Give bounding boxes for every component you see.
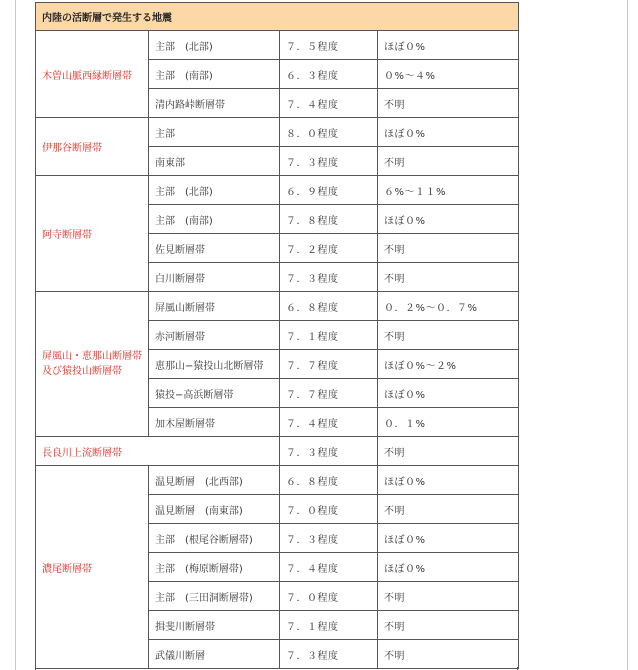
fault-segment: 主部 (南部) bbox=[149, 205, 280, 234]
probability-value: 不明 bbox=[378, 321, 519, 350]
probability-value: 不明 bbox=[378, 611, 519, 640]
magnitude-value: ７．７程度 bbox=[280, 379, 378, 408]
fault-segment: 温見断層 (南東部) bbox=[149, 495, 280, 524]
page-frame-right bbox=[627, 0, 628, 670]
probability-value: ０．１% bbox=[378, 408, 519, 437]
magnitude-value: ７．１程度 bbox=[280, 321, 378, 350]
magnitude-value: ７．４程度 bbox=[280, 553, 378, 582]
probability-value: 不明 bbox=[378, 234, 519, 263]
probability-value: ほぼ０% bbox=[378, 524, 519, 553]
probability-value: 不明 bbox=[378, 263, 519, 292]
magnitude-value: ７．０程度 bbox=[280, 495, 378, 524]
table-row bbox=[36, 437, 519, 466]
fault-segment: 白川断層帯 bbox=[149, 263, 280, 292]
probability-value: 不明 bbox=[378, 147, 519, 176]
magnitude-value: ６．３程度 bbox=[280, 60, 378, 89]
table-row bbox=[36, 292, 519, 321]
probability-value: 不明 bbox=[378, 437, 519, 466]
table-row bbox=[36, 176, 519, 205]
probability-value: ６%～１１% bbox=[378, 176, 519, 205]
fault-zone-name: 阿寺断層帯 bbox=[36, 176, 149, 292]
probability-value: ほぼ０% bbox=[378, 118, 519, 147]
fault-segment: 主部 (根尾谷断層帯) bbox=[149, 524, 280, 553]
probability-value: ほぼ０% bbox=[378, 31, 519, 60]
magnitude-value: ７．４程度 bbox=[280, 408, 378, 437]
magnitude-value: ７．１程度 bbox=[280, 611, 378, 640]
magnitude-value: ７．７程度 bbox=[280, 350, 378, 379]
probability-value: 不明 bbox=[378, 640, 519, 669]
magnitude-value: ６．９程度 bbox=[280, 176, 378, 205]
fault-segment: 佐見断層帯 bbox=[149, 234, 280, 263]
fault-segment: 南東部 bbox=[149, 147, 280, 176]
magnitude-value: ７．４程度 bbox=[280, 89, 378, 118]
table-row bbox=[36, 31, 519, 60]
table-row bbox=[36, 466, 519, 495]
probability-value: 不明 bbox=[378, 582, 519, 611]
fault-zone-name: 濃尾断層帯 bbox=[36, 466, 149, 669]
magnitude-value: ７．３程度 bbox=[280, 263, 378, 292]
table-row bbox=[36, 118, 519, 147]
table-heading: 内陸の活断層で発生する地震 bbox=[36, 3, 519, 31]
fault-segment: 主部 (南部) bbox=[149, 60, 280, 89]
table-heading-row bbox=[36, 3, 519, 31]
magnitude-value: ７．３程度 bbox=[280, 640, 378, 669]
probability-value: ほぼ０% bbox=[378, 379, 519, 408]
probability-value: ほぼ０% bbox=[378, 205, 519, 234]
probability-value: ほぼ０%～２% bbox=[378, 350, 519, 379]
fault-segment: 主部 bbox=[149, 118, 280, 147]
magnitude-value: ８．０程度 bbox=[280, 118, 378, 147]
fault-segment: 猿投−高浜断層帯 bbox=[149, 379, 280, 408]
fault-segment: 主部 (梅原断層帯) bbox=[149, 553, 280, 582]
magnitude-value: ７．３程度 bbox=[280, 147, 378, 176]
fault-segment: 加木屋断層帯 bbox=[149, 408, 280, 437]
fault-zone-name: 屏風山・恵那山断層帯及び猿投山断層帯 bbox=[36, 292, 149, 437]
fault-zone-name: 木曽山脈西縁断層帯 bbox=[36, 31, 149, 118]
probability-value: 不明 bbox=[378, 495, 519, 524]
fault-segment: 屏風山断層帯 bbox=[149, 292, 280, 321]
fault-segment: 揖斐川断層帯 bbox=[149, 611, 280, 640]
fault-segment: 赤河断層帯 bbox=[149, 321, 280, 350]
probability-value: 不明 bbox=[378, 89, 519, 118]
fault-segment: 主部 (三田洞断層帯) bbox=[149, 582, 280, 611]
probability-value: ほぼ０% bbox=[378, 553, 519, 582]
probability-value: ほぼ０% bbox=[378, 466, 519, 495]
fault-segment: 恵那山−猿投山北断層帯 bbox=[149, 350, 280, 379]
magnitude-value: ６．８程度 bbox=[280, 292, 378, 321]
earthquake-table bbox=[35, 2, 519, 669]
magnitude-value: ７．５程度 bbox=[280, 31, 378, 60]
fault-segment: 主部 (北部) bbox=[149, 31, 280, 60]
magnitude-value: ７．３程度 bbox=[280, 524, 378, 553]
magnitude-value: ７．３程度 bbox=[280, 437, 378, 466]
fault-segment: 温見断層 (北西部) bbox=[149, 466, 280, 495]
probability-value: ０．２%～０．７% bbox=[378, 292, 519, 321]
fault-zone-name: 長良川上流断層帯 bbox=[36, 437, 280, 466]
magnitude-value: ７．０程度 bbox=[280, 582, 378, 611]
fault-segment: 清内路峠断層帯 bbox=[149, 89, 280, 118]
probability-value: ０%～４% bbox=[378, 60, 519, 89]
fault-segment: 主部 (北部) bbox=[149, 176, 280, 205]
magnitude-value: ７．８程度 bbox=[280, 205, 378, 234]
magnitude-value: ７．２程度 bbox=[280, 234, 378, 263]
magnitude-value: ６．８程度 bbox=[280, 466, 378, 495]
fault-zone-name: 伊那谷断層帯 bbox=[36, 118, 149, 176]
fault-segment: 武儀川断層 bbox=[149, 640, 280, 669]
page-frame-left bbox=[15, 0, 16, 670]
